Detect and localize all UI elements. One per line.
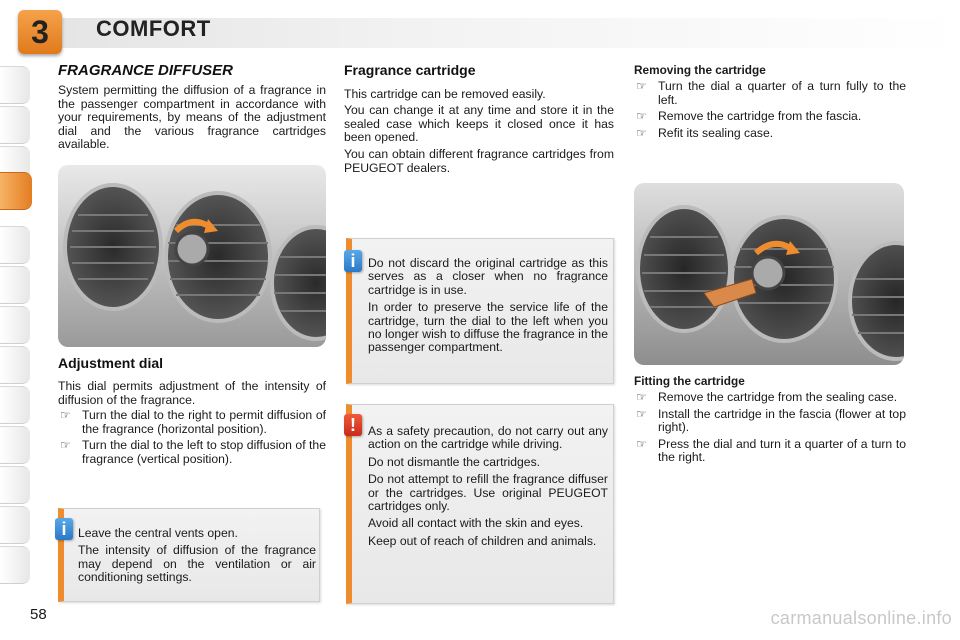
list-item: ☞ Press the dial and turn it a quarter of a turn to the right. (636, 436, 906, 465)
chapter-tab-8[interactable] (0, 386, 30, 424)
adjustment-steps (58, 409, 326, 469)
chapter-tab-1[interactable] (0, 66, 30, 104)
warning-text: Do not dismantle the cartridges. (368, 454, 541, 469)
chapter-tab-11[interactable] (0, 506, 30, 544)
chapter-tab-12[interactable] (0, 546, 30, 584)
chapter-tab-active[interactable] (0, 172, 32, 210)
warning-text: Avoid all contact with the skin and eyes. (368, 516, 584, 531)
list-item: ☞ Turn the dial to the right to permit diffusion of the fragrance (horizontal position). (60, 408, 326, 436)
pointing-hand-icon: ☞ (60, 438, 71, 453)
info-box-vents (58, 508, 320, 602)
chapter-number: 3 (31, 14, 49, 50)
cartridge-paragraph-1: This cartridge can be removed easily. (344, 87, 546, 101)
list-item: ☞ Turn the dial to the left to stop diffusion of the fragrance (vertical position). (60, 438, 326, 466)
section-heading-fitting: Fitting the cartridge (634, 374, 745, 388)
info-text: In order to preserve the service life of the cartridge, turn the dial to the left when you no longer wish to diffuse the fragrance in the passenger compartment. (368, 300, 608, 355)
chapter-tab-9[interactable] (0, 426, 30, 464)
section-heading-removing: Removing the cartridge (634, 63, 766, 77)
list-item: ☞ Install the cartridge in the fascia (flower at top right). (636, 406, 906, 435)
pointing-hand-icon: ☞ (636, 406, 647, 421)
warning-text: Keep out of reach of children and animals. (368, 533, 597, 548)
pointing-hand-icon: ☞ (636, 390, 647, 404)
adjustment-paragraph: This dial permits adjustment of the intensity of diffusion of the fragrance. (58, 379, 326, 407)
chapter-tab-2[interactable] (0, 106, 30, 144)
section-heading-fragrance-cartridge: Fragrance cartridge (344, 62, 476, 78)
info-icon: i (55, 518, 73, 540)
section-heading-fragrance-diffuser: FRAGRANCE DIFFUSER (58, 62, 233, 79)
cartridge-removal-photo (634, 183, 904, 365)
warning-icon: ! (344, 414, 362, 436)
chapter-tab-4[interactable] (0, 226, 30, 264)
cartridge-paragraph-2: You can change it at any time and store it in the sealed case which keeps it closed once it has been opened. (344, 103, 614, 145)
info-text: Leave the central vents open. (78, 526, 238, 540)
pointing-hand-icon: ☞ (636, 436, 647, 451)
warning-text: Do not attempt to refill the fragrance diffuser or the cartridges. Use original PEUGEOT cartridges only. (368, 472, 608, 514)
info-box-cartridge (346, 238, 614, 384)
list-item: ☞ Remove the cartridge from the fascia. (636, 109, 862, 124)
page-number: 58 (30, 606, 47, 623)
chapter-badge (18, 10, 62, 54)
cartridge-paragraph-3: You can obtain different fragrance cartridges from PEUGEOT dealers. (344, 147, 614, 175)
pointing-hand-icon: ☞ (636, 125, 647, 140)
list-item: ☞ Remove the cartridge from the sealing case. (636, 390, 898, 404)
warning-text: As a safety precaution, do not carry out any action on the cartridge while driving. (368, 424, 608, 452)
section-heading-adjustment-dial: Adjustment dial (58, 355, 164, 371)
chapter-tab-5[interactable] (0, 266, 30, 304)
warning-box-safety (346, 404, 614, 604)
pointing-hand-icon: ☞ (636, 79, 647, 93)
watermark: carmanualsonline.info (770, 608, 952, 628)
fitting-steps (634, 391, 906, 468)
list-item: ☞ Refit its sealing case. (636, 125, 774, 140)
chapter-tab-6[interactable] (0, 306, 30, 344)
pointing-hand-icon: ☞ (60, 408, 71, 422)
info-icon: i (344, 250, 362, 272)
chapter-tab-7[interactable] (0, 346, 30, 384)
pointing-hand-icon: ☞ (636, 109, 647, 124)
info-text: Do not discard the original cartridge as this serves as a closer when no fragrance cartridge is in use. (368, 256, 608, 297)
list-item: ☞ Turn the dial a quarter of a turn fully to the left. (636, 79, 906, 107)
removing-steps (634, 80, 906, 143)
chapter-tab-10[interactable] (0, 466, 30, 504)
intro-paragraph: System permitting the diffusion of a fragrance in the passenger compartment in accordance with your requirements, by means of the adjustment dial and the various fragrance cartridges available. (58, 83, 326, 152)
info-text: The intensity of diffusion of the fragrance may depend on the ventilation or air conditioning settings. (78, 543, 316, 585)
page-title: COMFORT (96, 16, 211, 41)
dashboard-vents-photo (58, 165, 326, 347)
